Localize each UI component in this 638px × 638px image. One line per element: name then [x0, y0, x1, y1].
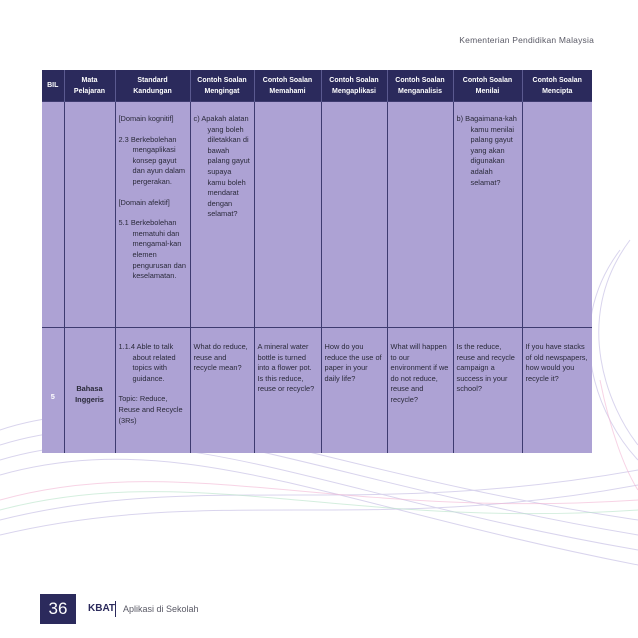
question-item — [457, 114, 519, 188]
subject-cell: Bahasa Inggeris — [64, 328, 115, 454]
standard-text: Able to talk about related topics with guidance. — [132, 342, 176, 383]
menilai-cell — [453, 102, 522, 328]
standard-cell — [115, 102, 190, 328]
footer-subtitle: Aplikasi di Sekolah — [123, 604, 199, 614]
standard-text: Berkebolehan mengaplikasi konsep gayut dan ayun dalam pergerakan. — [130, 134, 186, 186]
standard-number: 5.1 — [118, 218, 129, 228]
domain-label: [Domain kognitif] — [118, 114, 174, 123]
memahami-cell: A mineral water bottle is turned into a flower pot. Is this reduce, reuse or recycle? — [254, 328, 321, 454]
topic-text: Topic: Reduce, Reuse and Recycle (3Rs) — [118, 394, 183, 425]
mengaplikasi-cell: How do you reduce the use of paper in your daily life? — [321, 328, 387, 454]
table-row — [42, 328, 592, 454]
kbat-question-table-wrapper — [42, 70, 592, 453]
standard-number: 2.3 — [118, 134, 129, 144]
memahami-cell — [254, 102, 321, 328]
mengingat-cell — [190, 102, 254, 328]
table-header-row — [42, 70, 592, 102]
footer-brand: KBAT — [88, 603, 116, 614]
bil-cell — [42, 102, 64, 328]
menilai-cell: Is the reduce, reuse and recycle campaign a success in your school? — [453, 328, 522, 454]
mengaplikasi-cell — [321, 102, 387, 328]
standard-text: Berkebolehan mematuhi dan mengamal-kan elemen pengurusan dan keselamatan. — [130, 218, 186, 281]
header-mata-pelajaran: Mata Pelajaran — [64, 70, 115, 102]
header-mengingat: Contoh Soalan Mengingat — [190, 70, 254, 102]
header-memahami: Contoh Soalan Memahami — [254, 70, 321, 102]
header-bil: BIL — [42, 70, 64, 102]
question-item — [194, 114, 251, 220]
standard-number: 1.1.4 — [118, 342, 135, 351]
domain-label: [Domain afektif] — [118, 197, 170, 207]
kbat-question-table — [42, 70, 592, 453]
standard-item — [119, 218, 187, 282]
menganalisis-cell: What will happen to our environment if we do not reduce, reuse and recycle? — [387, 328, 453, 454]
standard-cell — [115, 328, 190, 454]
ministry-header: Kementerian Pendidikan Malaysia — [459, 35, 594, 45]
header-menilai: Contoh Soalan Menilai — [453, 70, 522, 102]
question-label: c) — [193, 114, 200, 123]
standard-item — [119, 135, 187, 188]
mencipta-cell: If you have stacks of old newspapers, how would you recycle it? — [522, 328, 592, 454]
header-standard-kandungan: Standard Kandungan — [115, 70, 190, 102]
menganalisis-cell — [387, 102, 453, 328]
header-mencipta: Contoh Soalan Mencipta — [522, 70, 592, 102]
standard-item — [119, 342, 187, 384]
page-number: 36 — [40, 594, 76, 624]
question-label: b) — [456, 114, 464, 123]
mencipta-cell — [522, 102, 592, 328]
table-row — [42, 102, 592, 328]
subject-cell — [64, 102, 115, 328]
question-text: Bagaimana-kah kamu menilai palang gayut yang akan digunakan adalah selamat? — [465, 114, 517, 187]
mengingat-cell: What do reduce, reuse and recycle mean? — [190, 328, 254, 454]
question-text: Apakah alatan yang boleh diletakkan di bawah palang gayut supaya kamu boleh mendarat dengan selamat? — [201, 114, 250, 219]
page-footer — [0, 594, 638, 624]
footer-divider — [115, 601, 116, 617]
header-mengaplikasi: Contoh Soalan Mengaplikasi — [321, 70, 387, 102]
header-menganalisis: Contoh Soalan Menganalisis — [387, 70, 453, 102]
bil-cell: 5 — [42, 328, 64, 454]
